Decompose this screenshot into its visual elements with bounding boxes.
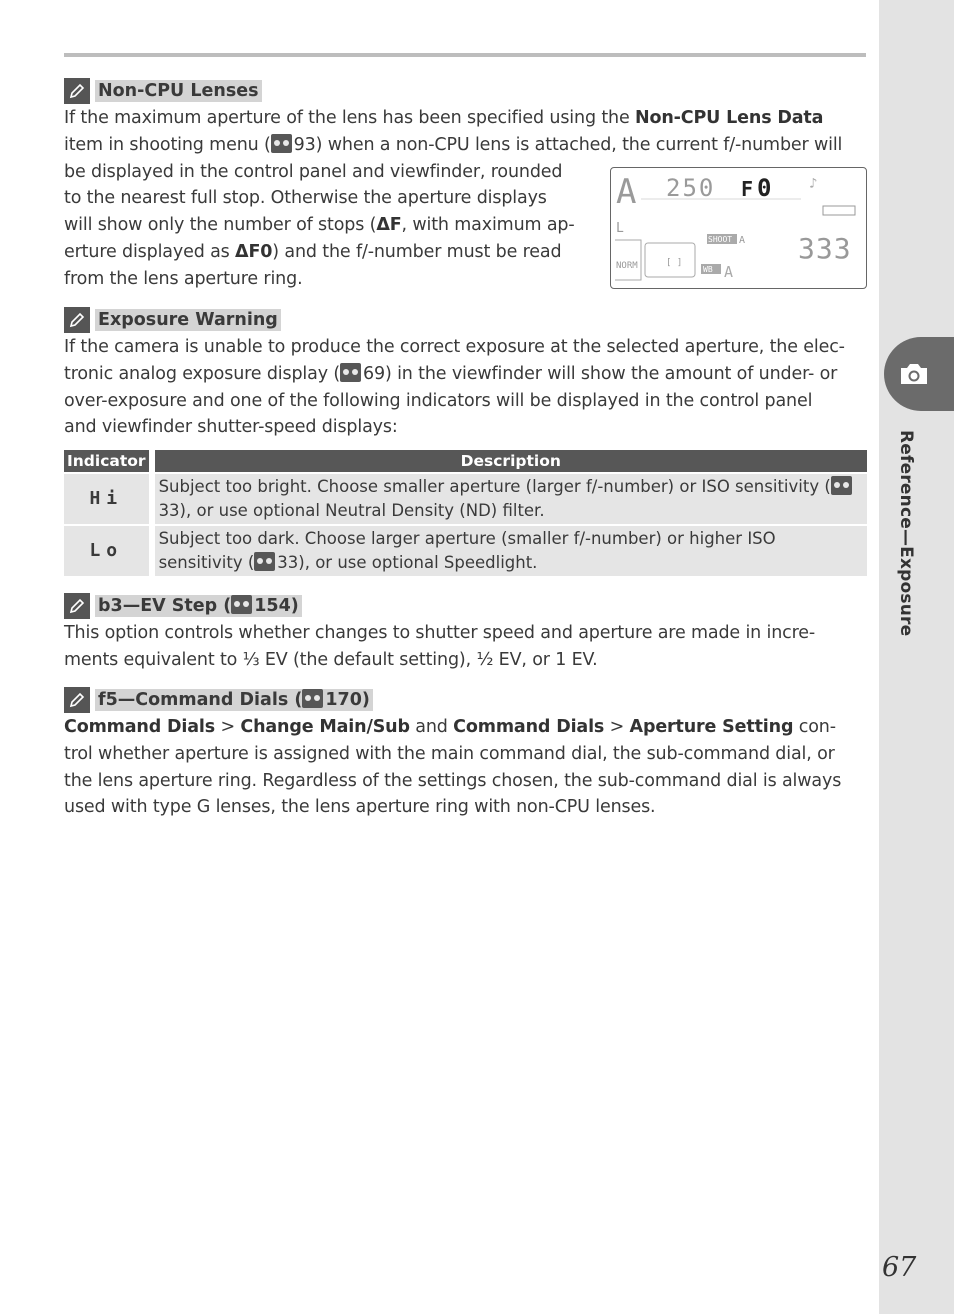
pencil-icon	[64, 78, 90, 104]
description-cell: Subject too dark. Choose larger aperture (smaller f/-number) or higher ISO sensitivity ( 33), or use optional Speedlight.	[155, 526, 867, 576]
reference-icon	[831, 476, 852, 495]
battery-icon	[823, 206, 855, 215]
indicator-lo: Lo	[64, 526, 149, 576]
section-title: b3—EV Step ( 154)	[95, 595, 302, 617]
section-body-ev-step: This option controls whether changes to shutter speed and aperture are made in incre- ments equivalent to ⅓ EV (the default setting), ½ EV, or 1 EV.	[64, 623, 816, 670]
chapter-label: Reference—Exposure	[896, 430, 916, 637]
table-header-row	[64, 450, 867, 472]
lcd-image-size: L	[616, 221, 624, 236]
lcd-wb: WB	[703, 265, 713, 274]
table-row	[64, 526, 867, 576]
top-rule	[64, 53, 866, 57]
reference-icon	[254, 552, 275, 571]
description-cell: Subject too bright. Choose smaller aperture (larger f/-number) or ISO sensitivity (33), or use optional Neutral Density (ND) filter.	[155, 474, 867, 524]
indicator-table	[64, 448, 867, 578]
reference-icon	[302, 689, 323, 708]
table-row	[64, 474, 867, 524]
header-indicator: Indicator	[64, 450, 149, 472]
section-heading-ev-step	[64, 593, 302, 619]
lcd-frames: 333	[798, 232, 852, 265]
svg-text:A: A	[724, 263, 734, 281]
pencil-icon	[64, 593, 90, 619]
section-heading-exposure-warning	[64, 307, 281, 333]
camera-icon	[899, 362, 929, 386]
section-title: Exposure Warning	[95, 309, 281, 331]
control-panel-illustration	[610, 167, 867, 289]
lcd-beep: ♪	[809, 176, 818, 192]
header-description: Description	[155, 450, 867, 472]
section-heading-non-cpu	[64, 78, 262, 104]
section-title: Non-CPU Lenses	[95, 80, 262, 102]
section-heading-command-dials	[64, 687, 373, 713]
section-title: f5—Command Dials ( 170)	[95, 689, 373, 711]
svg-text:A: A	[739, 235, 746, 246]
lcd-aperture-prefix: F	[741, 177, 754, 201]
section-body-exposure-warning: If the camera is unable to produce the correct exposure at the selected aperture, the elec- tronic analog exposure display ( 69) in the viewfinder will show the amount of under- or over-exposure and one of the following indicators will be displayed in the control panel and viewfinder shutter-speed displays:	[64, 337, 845, 438]
pencil-icon	[64, 307, 90, 333]
side-strip	[879, 0, 954, 1314]
section-body-command-dials: Command Dials > Change Main/Sub and Command Dials > Aperture Setting con- trol whether aperture is assigned with the main command dial, the sub-command dial, or the lens aperture ring. Regardless of the settings chosen, the sub-command dial is always used with type G lenses, the lens aperture ring with non-CPU lenses.	[64, 717, 842, 818]
chapter-tab	[884, 337, 954, 411]
page-number: 67	[882, 1252, 917, 1283]
delta-f-icon: ΔF	[376, 215, 402, 236]
svg-text:[ ]: [ ]	[666, 258, 683, 268]
reference-icon	[231, 595, 252, 614]
pencil-icon	[64, 687, 90, 713]
delta-f0-icon: ΔF0	[235, 241, 273, 262]
lcd-norm: NORM	[616, 261, 638, 271]
lcd-mode: A	[616, 172, 637, 212]
section-body-non-cpu: If the maximum aperture of the lens has been specified using the Non-CPU Lens Data item in shooting menu ( 93) when a non-CPU lens is attached, the current f/-number will be displayed in the control panel and viewfinder, rounded to the nearest full stop. Otherwise the aperture displays will show only the number of stops (ΔF, with maximum ap- erture displayed as ΔF0) and the f/-number must be read from the lens aperture ring.	[64, 108, 843, 289]
indicator-hi: Hi	[64, 474, 149, 524]
lcd-shoot: SHOOT	[708, 235, 733, 244]
reference-icon	[271, 134, 292, 153]
reference-icon	[340, 363, 361, 382]
lcd-shutter: 250	[666, 174, 716, 202]
lcd-aperture: 0	[757, 174, 772, 202]
